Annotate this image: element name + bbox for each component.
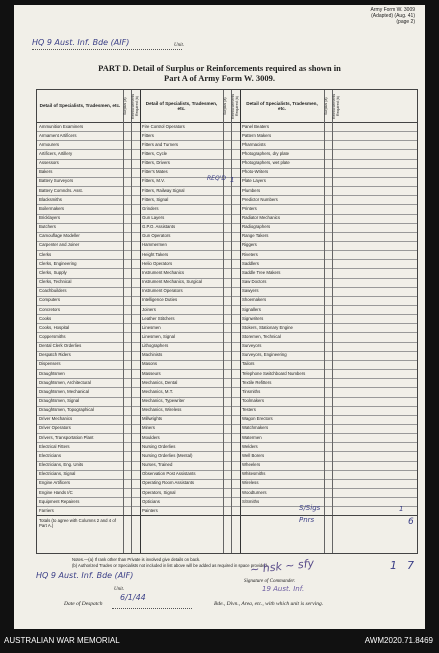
trade-row-label: Mechanics, Wireless xyxy=(142,407,182,413)
trade-row-label: Machinists xyxy=(142,352,163,358)
signature-unit: 19 Aust. Inf. xyxy=(262,585,305,593)
trade-row-label: Riveters xyxy=(242,251,258,257)
trade-row-label: Photo-Writers xyxy=(242,169,269,175)
trade-row-label: Pharmacists xyxy=(242,141,266,147)
trade-row-label: Battery Comndrs. Asst. xyxy=(39,187,83,193)
form-reference xyxy=(371,7,415,25)
surplus-header-3: Surplus (a) xyxy=(324,97,328,115)
trade-row-label: Printers xyxy=(242,205,257,211)
trade-row-label: Opticians xyxy=(142,498,160,504)
trade-row-label: Despatch Riders xyxy=(39,352,71,358)
trade-row-label: Radiator Mechanics xyxy=(242,215,280,220)
trade-row-label: Textile Refitters xyxy=(242,379,272,385)
trade-row-label: Cooks xyxy=(39,315,52,321)
trade-row-label: Operators, Signal xyxy=(142,489,176,495)
trade-row-label: Nurses, Trained xyxy=(142,462,173,468)
trade-row-label: Grinders xyxy=(142,205,159,211)
form-ref-line3: (page 2) xyxy=(396,19,415,25)
trade-row-label: Draughtsmen, Mechanical xyxy=(39,388,89,394)
trade-row-label: Hammermen xyxy=(142,242,167,248)
trade-row-label: Shoemakers xyxy=(242,297,267,303)
trade-row-label: Surveyors xyxy=(242,343,262,349)
trade-row-label: Wireless xyxy=(242,480,259,486)
trade-row-label: Stokers, Stationary Engine xyxy=(242,324,293,330)
trade-row-label: Armourers xyxy=(39,141,60,147)
trade-row-label: Nursing Orderlies xyxy=(142,443,176,449)
form-ref-line1: Army Form W. 3009 xyxy=(370,7,415,13)
totals-label: Totals (to agree with Columns 2 and 4 of Part A.) xyxy=(39,518,116,529)
trade-row-label: Signwriters xyxy=(242,315,264,321)
trade-row-label: Tinsmiths xyxy=(242,388,261,394)
trade-row-label: Helio Operators xyxy=(142,260,173,266)
notes-block xyxy=(72,557,268,569)
trade-row-label: Plate Layers xyxy=(242,178,266,184)
trade-row-label: Plumbers xyxy=(242,187,261,193)
trade-row-label: Electricians, Signal xyxy=(39,471,76,477)
note-a: Notes.—(a) If rank other than Private is involved give details on back. xyxy=(72,557,201,562)
trade-row-label: Electricians, Eng. Units xyxy=(39,462,84,468)
trade-row-label: Fitter's Mates xyxy=(142,169,168,175)
trade-row-label: Observation Post Assistants xyxy=(142,471,196,477)
trade-row-label: Saddle Tree Makers xyxy=(242,269,281,275)
trade-row-label: Concretors xyxy=(39,306,61,312)
trade-row-label: Butchers xyxy=(39,224,56,230)
commander-signature: ~ hsk ~ sfy xyxy=(249,556,315,577)
trade-row-label: Equipment Repairers xyxy=(39,498,80,504)
trade-row-label: Armament Artificers xyxy=(39,132,77,138)
trade-row-label: Photographers, dry plate xyxy=(242,150,290,156)
trade-row-label: Saddlers xyxy=(242,260,259,266)
trade-row-label: Blacksmiths xyxy=(39,196,62,202)
trade-row-label: Bakers xyxy=(39,169,53,175)
trade-row-label: Fitters and Turners xyxy=(142,141,179,147)
handwritten-sigmn-required: 1 xyxy=(399,505,404,514)
required-header-1: Reinforcements Required (b) xyxy=(131,93,139,119)
trade-row-label: Storemen, Technical xyxy=(242,333,281,339)
trade-row-label: Intelligence Duties xyxy=(142,297,178,303)
totals-separator xyxy=(37,515,417,516)
detail-header-2: Detail of Specialists, Tradesmen, etc. xyxy=(145,100,218,111)
trade-row-label: Masons xyxy=(142,361,158,367)
despatch-underline xyxy=(112,608,192,609)
unit-label-top: Unit. xyxy=(174,43,185,48)
form-ref-line2: (Adapted) (Aug. 41) xyxy=(371,13,415,19)
trade-row-label: Wagon Erectors xyxy=(242,416,273,422)
trade-row-label: Fitters, Railway Signal xyxy=(142,187,185,193)
required-header-3: Reinforcements Required (b) xyxy=(332,93,340,119)
unit-label-bottom: Unit. xyxy=(114,587,125,592)
handwritten-note-fitters-mv: REQ'D xyxy=(207,174,226,182)
area-label: Bde., Divn., Area, etc., with which unit is serving. xyxy=(214,601,324,607)
footer-bar xyxy=(0,633,439,653)
trade-row-label: Clerks, Technical xyxy=(39,279,72,285)
trade-row-label: Painters xyxy=(142,507,158,513)
trade-row-label: Watermen xyxy=(242,434,262,440)
trade-row-label: Fitters, Cycle xyxy=(142,150,168,156)
trade-row-label: Fitters, Drivers xyxy=(142,160,170,166)
column-divider xyxy=(123,90,124,553)
trade-row-label: Riggers xyxy=(242,242,257,248)
column-divider xyxy=(140,90,141,553)
column-divider xyxy=(324,90,325,553)
trade-row-label: Millwrights xyxy=(142,416,163,422)
trade-row-label: Draughtsmen, Architectural xyxy=(39,379,91,385)
trade-row-label: Fire Control Operators xyxy=(142,123,185,129)
column-divider xyxy=(223,90,224,553)
despatch-label: Date of Despatch xyxy=(64,601,103,607)
trade-row-label: Whitesmiths xyxy=(242,471,266,477)
trade-row-label: Farriers xyxy=(39,507,54,513)
trade-row-label: Fitters, Signal xyxy=(142,196,169,202)
trade-row-label: Leather Stitchers xyxy=(142,315,175,321)
total-required: 7 xyxy=(407,559,414,573)
trade-row-label: Computers xyxy=(39,297,61,303)
handwritten-fitters-mv-required: 1 xyxy=(230,175,235,184)
page-title xyxy=(14,63,425,83)
required-header-2: Reinforcements Required (b) xyxy=(231,93,239,119)
trade-row-label: Ammunition Examiners xyxy=(39,123,84,129)
trade-row-label: Engine Artificers xyxy=(39,480,71,486)
trade-row-label: Well Borers xyxy=(242,452,265,458)
form-sheet xyxy=(14,5,425,629)
trade-row-label: Telephone Switchboard Numbers xyxy=(242,370,306,376)
trade-row-label: Sawyers xyxy=(242,288,259,294)
trade-row-label: Welders xyxy=(242,443,258,449)
trade-row-label: Joiners xyxy=(142,306,156,312)
trade-row-label: Saw Doctors xyxy=(242,279,267,285)
trade-row-label: Mechanics, Dental xyxy=(142,379,178,385)
trade-row-label: Driver Mechanics xyxy=(39,416,73,422)
trade-row-label: Coachbuilders xyxy=(39,288,67,294)
trade-row-label: Electricians xyxy=(39,452,61,458)
trade-row-label: Clerks xyxy=(39,251,52,257)
unit-underline xyxy=(32,49,182,50)
column-divider xyxy=(131,90,132,553)
trade-row-label: Clerks, Engineering xyxy=(39,260,77,266)
trade-row-label: Dental Clerk Orderlies xyxy=(39,343,82,349)
trade-row-label: Drivers, Transportation Plant xyxy=(39,434,94,440)
trade-row-label: Engine Hands I/C xyxy=(39,489,73,495)
trade-row-label: Tailors xyxy=(242,361,255,367)
detail-header-1: Detail of Specialists, Tradesmen, etc. xyxy=(39,103,121,109)
trade-row-label: Predictor Numbers xyxy=(242,196,278,202)
trade-row-label: Gun Layers xyxy=(142,215,165,220)
trade-row-label: Driver Operators xyxy=(39,425,71,431)
trade-row-label: Cooks, Hospital xyxy=(39,324,70,330)
unit-handwritten-top: HQ 9 Aust. Inf. Bde (AIF) xyxy=(32,38,130,47)
trade-row-label: S/Smiths xyxy=(242,498,260,504)
column-divider xyxy=(240,90,241,553)
trade-row-label: Carpenter and Joiner xyxy=(39,242,80,248)
trade-row-label: Radiographers xyxy=(242,224,271,230)
trade-row-label: Assessors xyxy=(39,160,59,166)
trade-row-label: Surveyors, Engineering xyxy=(242,352,287,358)
trade-row-label: Battery Surveyors xyxy=(39,178,74,184)
trade-row-label: Woodturners xyxy=(242,489,267,495)
trade-row-label: Toolmakers xyxy=(242,398,264,403)
trade-row-label: Bricklayers xyxy=(39,215,61,220)
trade-row-label: Panel Beaters xyxy=(242,123,269,129)
trade-row-label: Operating Room Assistants xyxy=(142,480,195,486)
trade-row-label: Fitters, M.V. xyxy=(142,178,165,184)
trade-row-label: Boilermakers xyxy=(39,205,65,211)
trade-row-label: Artificers, Artillery xyxy=(39,150,73,156)
handwritten-sigmn: S/Sigs xyxy=(299,504,321,513)
surplus-header-1: Surplus (a) xyxy=(123,97,127,115)
surplus-header-2: Surplus (a) xyxy=(223,97,227,115)
trade-row-label: Mechanics, M.T. xyxy=(142,388,174,394)
trade-row-label: Draughtsmen, Signal xyxy=(39,398,80,403)
trade-row-label: Photographers, wet plate xyxy=(242,160,290,166)
trade-row-label: Coppersmiths xyxy=(39,333,66,339)
footer-accession: AWM2020.71.8469 xyxy=(364,636,433,645)
note-b: (b) Authorized Trades or Specialists not included in list above will be added as required in space provided. xyxy=(72,563,268,568)
unit-handwritten-bottom: HQ 9 Aust. Inf. Bde (AIF) xyxy=(36,571,134,580)
trade-row-label: Linesmen xyxy=(142,324,161,330)
title-line1: PART D. Detail of Surplus or Reinforcements required as shown in xyxy=(98,63,341,73)
trade-row-label: Nursing Orderlies (Mental) xyxy=(142,452,193,458)
trade-row-label: Gun Operators xyxy=(142,233,171,239)
trade-row-label: Wheelers xyxy=(242,462,261,468)
trade-row-label: Draughtsmen xyxy=(39,370,65,376)
signature-label: Signature of Commander. xyxy=(244,579,296,584)
trade-row-label: G.P.O. Assistants xyxy=(142,224,176,230)
trade-row-label: Height Takers xyxy=(142,251,169,257)
trade-row-label: Camouflage Modeller xyxy=(39,233,80,239)
trade-row-label: Signallers xyxy=(242,306,261,312)
despatch-date: 6/1/44 xyxy=(120,593,146,602)
trade-row-label: Moulders xyxy=(142,434,160,440)
trade-row-label: Mechanics, Typewriter xyxy=(142,398,185,403)
trade-row-label: Draughtsmen, Topographical xyxy=(39,407,94,413)
trade-row-label: Range Takers xyxy=(242,233,269,239)
trade-row-label: Watchmakers xyxy=(242,425,269,431)
handwritten-pnrs-required: 6 xyxy=(408,517,414,528)
trade-row-label: Instrument Mechanics, Surgical xyxy=(142,279,202,285)
trade-row-label: Testers xyxy=(242,407,256,413)
trade-row-label: Electrical Fitters xyxy=(39,443,70,449)
trade-row-label: Instrument Mechanics xyxy=(142,269,185,275)
trade-row-label: Pattern Makers xyxy=(242,132,272,138)
trade-row-label: Fitters xyxy=(142,132,154,138)
total-surplus: 1 xyxy=(390,559,397,573)
trade-row-label: Clerks, Supply xyxy=(39,269,67,275)
trade-row-label: Linesmen, Signal xyxy=(142,333,175,339)
trade-row-label: Miners xyxy=(142,425,155,431)
column-divider xyxy=(332,90,333,553)
trade-row-label: Instrument Operators xyxy=(142,288,183,294)
trade-row-label: Dispensers xyxy=(39,361,61,367)
footer-institution: AUSTRALIAN WAR MEMORIAL xyxy=(4,636,120,645)
trade-row-label: Lithographers xyxy=(142,343,169,349)
trade-row-label: Masseurs xyxy=(142,370,161,376)
title-line2: Part A of Army Form W. 3009. xyxy=(164,73,275,83)
detail-header-3: Detail of Specialists, Tradesmen, etc. xyxy=(246,100,318,111)
handwritten-pnrs: Pnrs xyxy=(299,516,315,525)
